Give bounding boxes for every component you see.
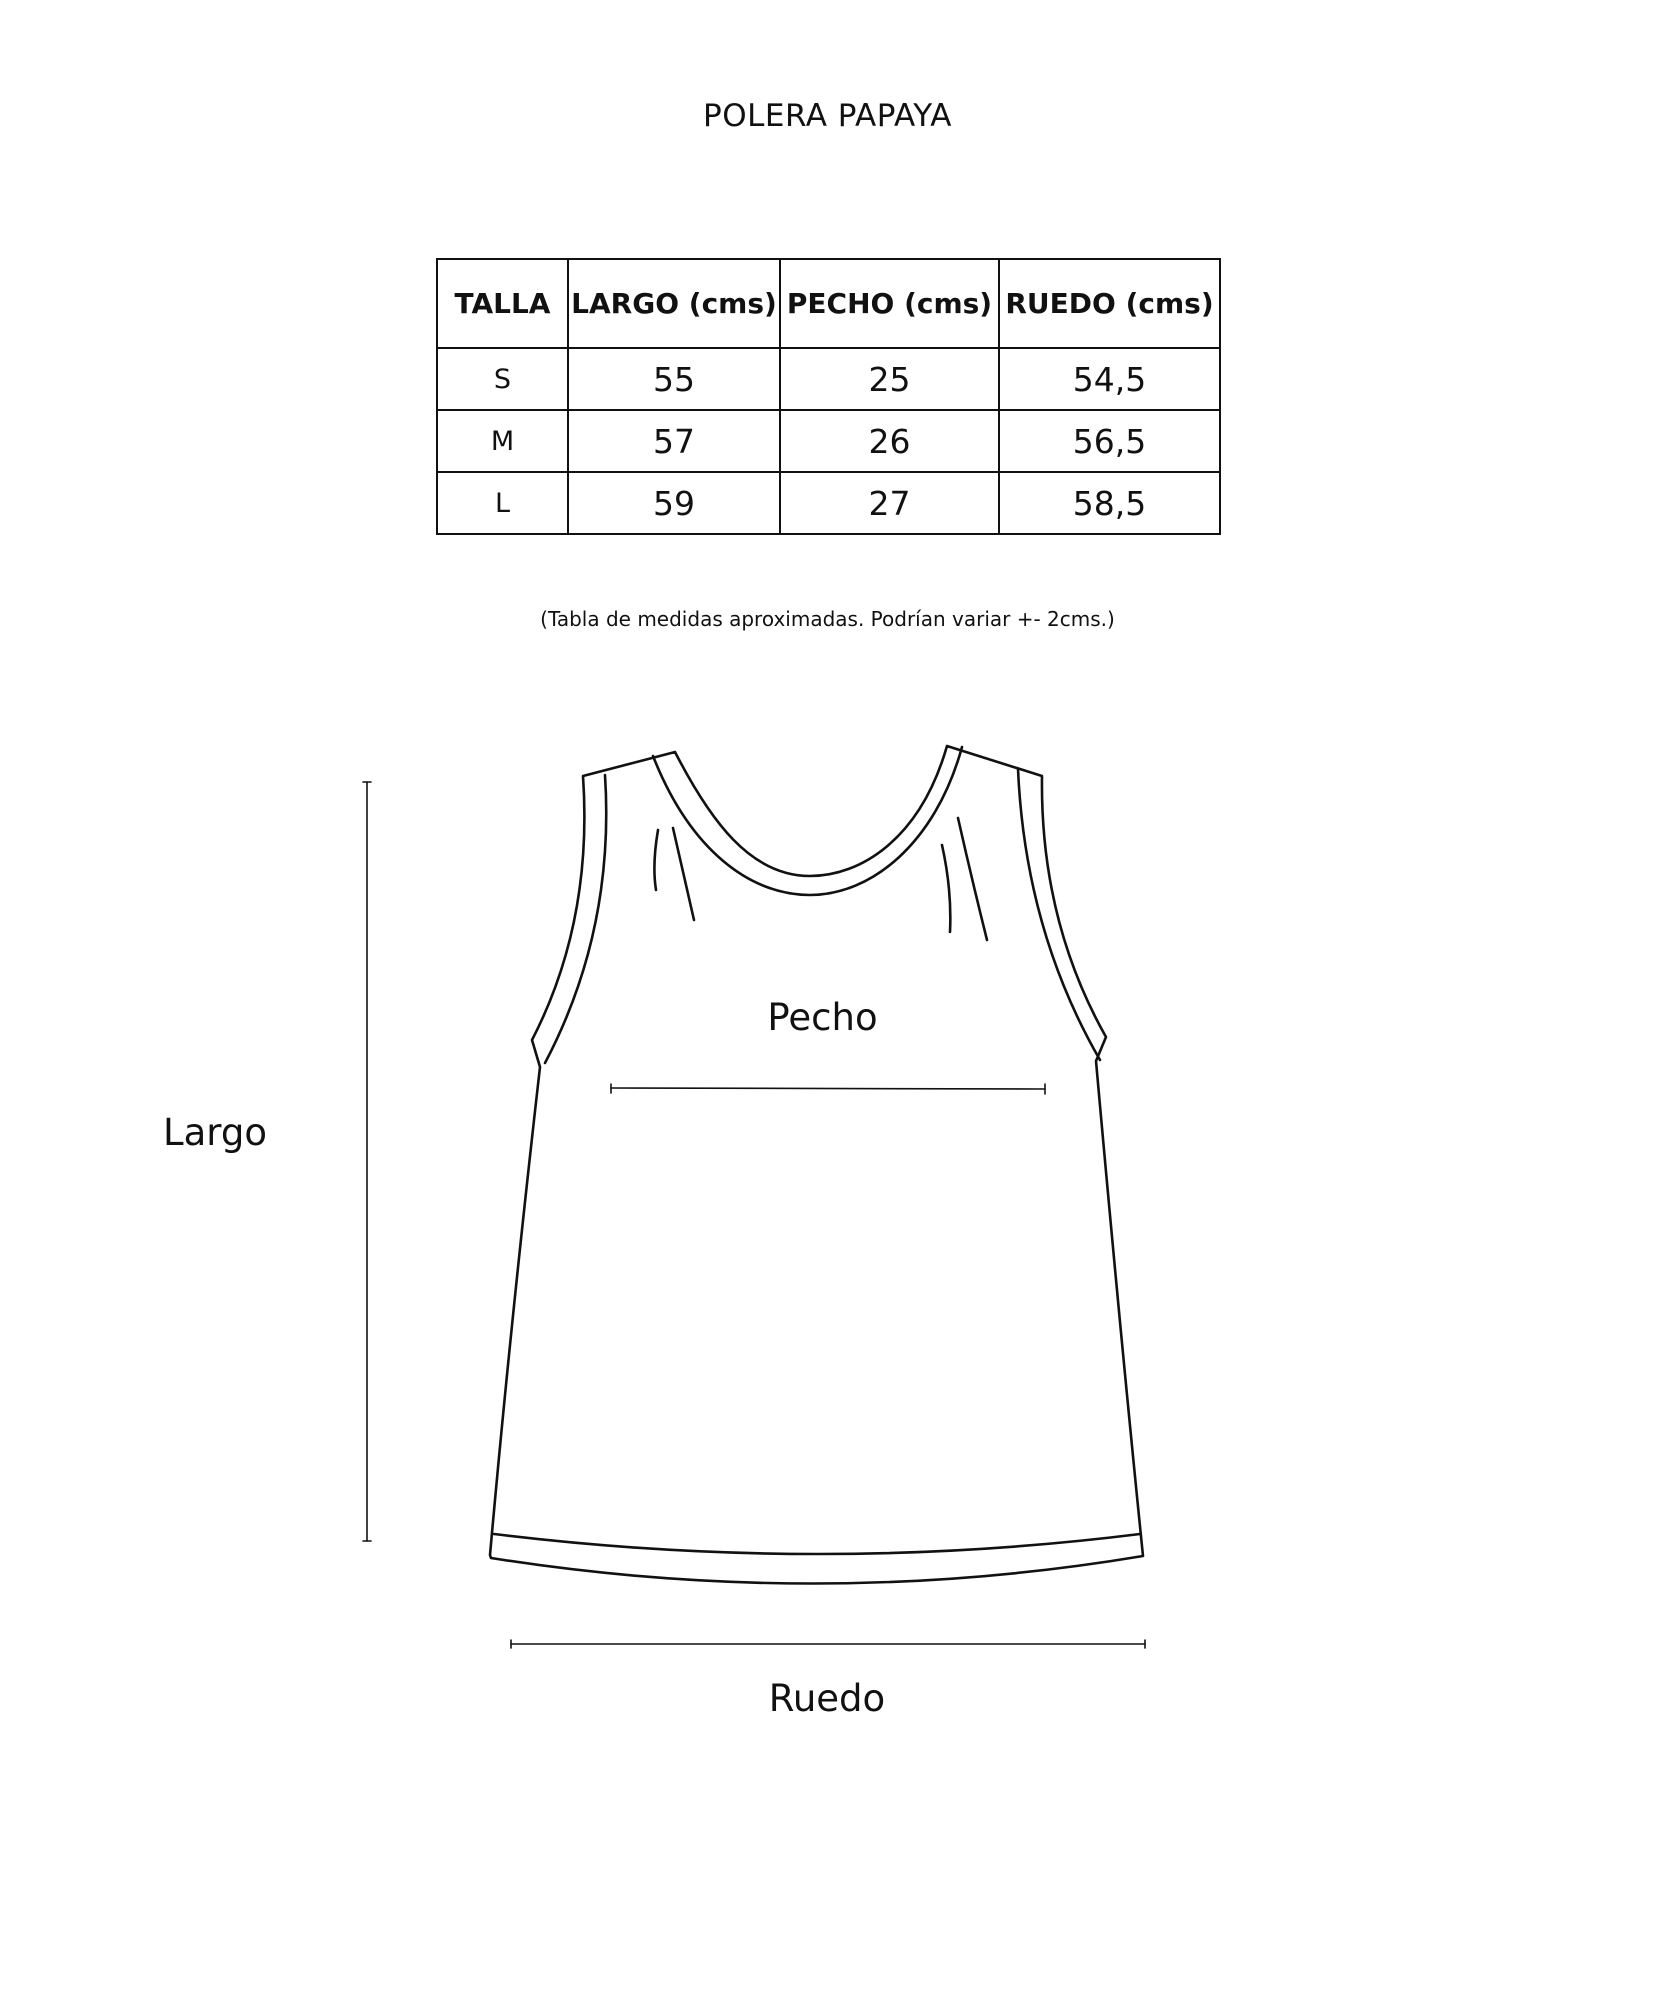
- table-cell-size: S: [437, 348, 568, 410]
- table-cell-pecho: 25: [780, 348, 999, 410]
- right-armhole-trim: [1018, 769, 1100, 1060]
- right-drape-line-1: [942, 845, 950, 932]
- ruedo-label: Ruedo: [768, 1677, 886, 1720]
- pecho-measure-line: [611, 1084, 1045, 1094]
- column-header-pecho: PECHO (cms): [780, 259, 999, 348]
- hem-band-line: [494, 1534, 1140, 1554]
- neckline-trim: [653, 747, 962, 895]
- table-cell-ruedo: 56,5: [999, 410, 1220, 472]
- page-title: POLERA PAPAYA: [703, 98, 952, 134]
- left-drape-line-2: [673, 828, 694, 920]
- largo-label: Largo: [163, 1111, 267, 1154]
- table-cell-ruedo: 54,5: [999, 348, 1220, 410]
- measurement-note: (Tabla de medidas aproximadas. Podrían variar +- 2cms.): [540, 607, 1115, 631]
- table-cell-pecho: 26: [780, 410, 999, 472]
- largo-measure-line: [363, 782, 371, 1541]
- garment-outline: [490, 746, 1143, 1584]
- right-drape-line-2: [958, 818, 987, 940]
- column-header-ruedo: RUEDO (cms): [999, 259, 1220, 348]
- left-drape-line-1: [654, 830, 658, 890]
- table-cell-largo: 57: [568, 410, 780, 472]
- table-cell-ruedo: 58,5: [999, 472, 1220, 534]
- pecho-label: Pecho: [767, 996, 878, 1039]
- table-cell-largo: 59: [568, 472, 780, 534]
- table-cell-pecho: 27: [780, 472, 999, 534]
- table-cell-largo: 55: [568, 348, 780, 410]
- table-cell-size: M: [437, 410, 568, 472]
- ruedo-measure-line: [511, 1640, 1145, 1648]
- column-header-talla: TALLA: [437, 259, 568, 348]
- table-cell-size: L: [437, 472, 568, 534]
- column-header-largo: LARGO (cms): [568, 259, 780, 348]
